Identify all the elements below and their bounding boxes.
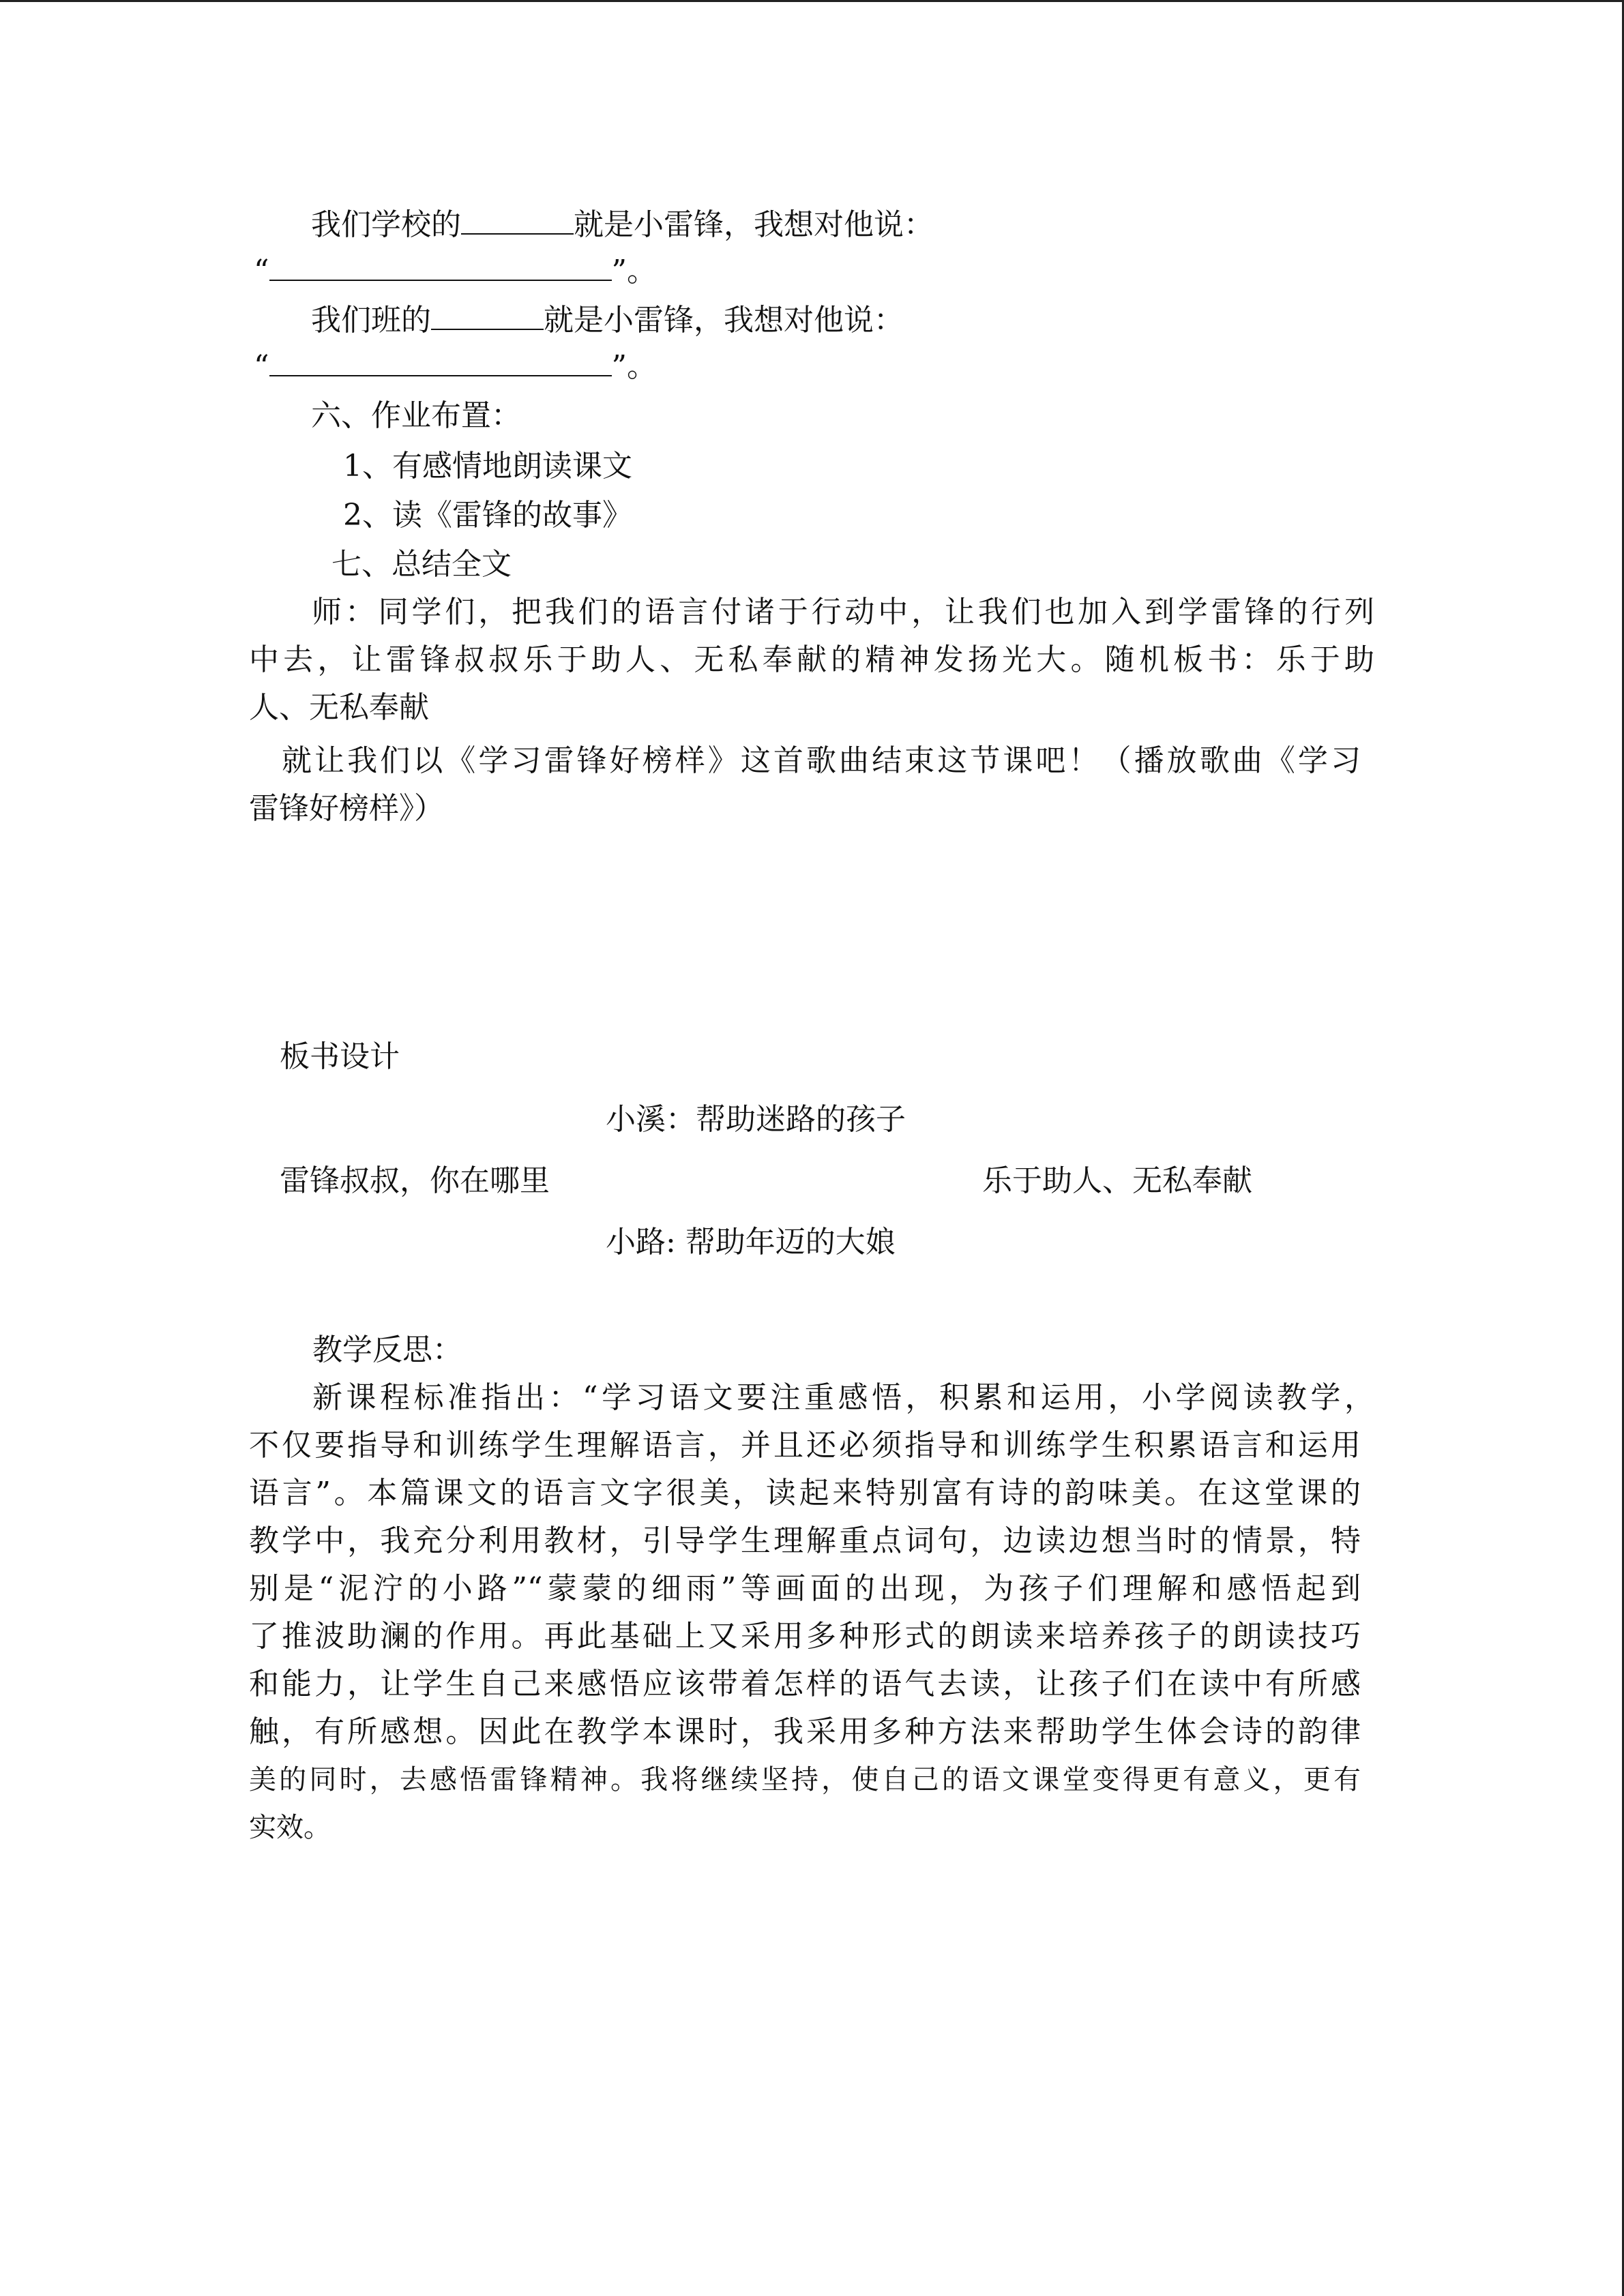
board-center-right: 乐于助人、无私奉献: [982, 1163, 1252, 1198]
reflection-heading: 教学反思：: [312, 1332, 462, 1367]
close-quote: ”。: [611, 349, 657, 384]
song-line-2: 雷锋好榜样》）: [249, 791, 444, 826]
class-name-blank[interactable]: [431, 304, 544, 330]
reflection-line-10: 实效。: [249, 1812, 331, 1843]
board-bottom-branch: 小路: 帮助年迈的大娘: [606, 1225, 896, 1259]
teacher-line-1: 师：同学们，把我们的语言付诸于行动中，让我们也加入到学雷锋的行列: [312, 595, 1374, 629]
homework-heading: 六、作业布置：: [311, 398, 521, 433]
class-quote-line: [254, 346, 657, 387]
school-suffix: 就是小雷锋，我想对他说：: [574, 207, 934, 242]
page-border-top: [0, 0, 1624, 2]
homework-item-2: 2、读《雷锋的故事》: [343, 498, 632, 533]
school-quote-line: [254, 251, 657, 292]
class-fill-line: [311, 300, 904, 341]
board-heading: 板书设计: [280, 1039, 400, 1074]
board-top-branch: 小溪：帮助迷路的孩子: [606, 1102, 906, 1137]
reflection-line-5: 别是“泥泞的小路”“蒙蒙的细雨”等画面的出现，为孩子们理解和感悟起到: [249, 1571, 1361, 1606]
class-suffix: 就是小雷锋，我想对他说：: [544, 303, 904, 338]
reflection-line-3: 语言”。本篇课文的语言文字很美，读起来特别富有诗的韵味美。在这堂课的: [249, 1476, 1361, 1510]
board-center-left: 雷锋叔叔，你在哪里: [280, 1163, 550, 1198]
class-message-blank[interactable]: [269, 351, 612, 376]
close-quote: ”。: [611, 254, 657, 288]
reflection-line-9: 美的同时，去感悟雷锋精神。我将继续坚持，使自己的语文课堂变得更有意义，更有: [249, 1764, 1361, 1795]
summary-heading: 七、总结全文: [331, 547, 512, 582]
class-prefix: 我们班的: [311, 303, 431, 338]
school-message-blank[interactable]: [269, 255, 612, 281]
teacher-line-3: 人、无私奉献: [249, 690, 429, 725]
reflection-line-8: 触，有所感想。因此在教学本课时，我采用多种方法来帮助学生体会诗的韵律: [249, 1714, 1361, 1749]
school-fill-line: [311, 205, 934, 245]
teacher-line-2: 中去，让雷锋叔叔乐于助人、无私奉献的精神发扬光大。随机板书：乐于助: [249, 642, 1374, 677]
school-prefix: 我们学校的: [311, 207, 461, 242]
reflection-line-4: 教学中，我充分利用教材，引导学生理解重点词句，边读边想当时的情景，特: [249, 1523, 1361, 1558]
open-quote: “: [254, 349, 269, 384]
open-quote: “: [254, 254, 269, 288]
reflection-line-1: 新课程标准指出：“学习语文要注重感悟，积累和运用，小学阅读教学，: [312, 1380, 1374, 1415]
homework-item-1: 1、有感情地朗读课文: [343, 449, 632, 483]
song-line-1: 就让我们以《学习雷锋好榜样》这首歌曲结束这节课吧！（播放歌曲《学习: [282, 743, 1361, 778]
reflection-line-7: 和能力，让学生自己来感悟应该带着怎样的语气去读，让孩子们在读中有所感: [249, 1667, 1361, 1701]
reflection-line-6: 了推波助澜的作用。再此基础上又采用多种形式的朗读来培养孩子的朗读技巧: [249, 1619, 1361, 1654]
reflection-line-2: 不仅要指导和训练学生理解语言，并且还必须指导和训练学生积累语言和运用: [249, 1428, 1361, 1463]
school-name-blank[interactable]: [461, 209, 574, 235]
